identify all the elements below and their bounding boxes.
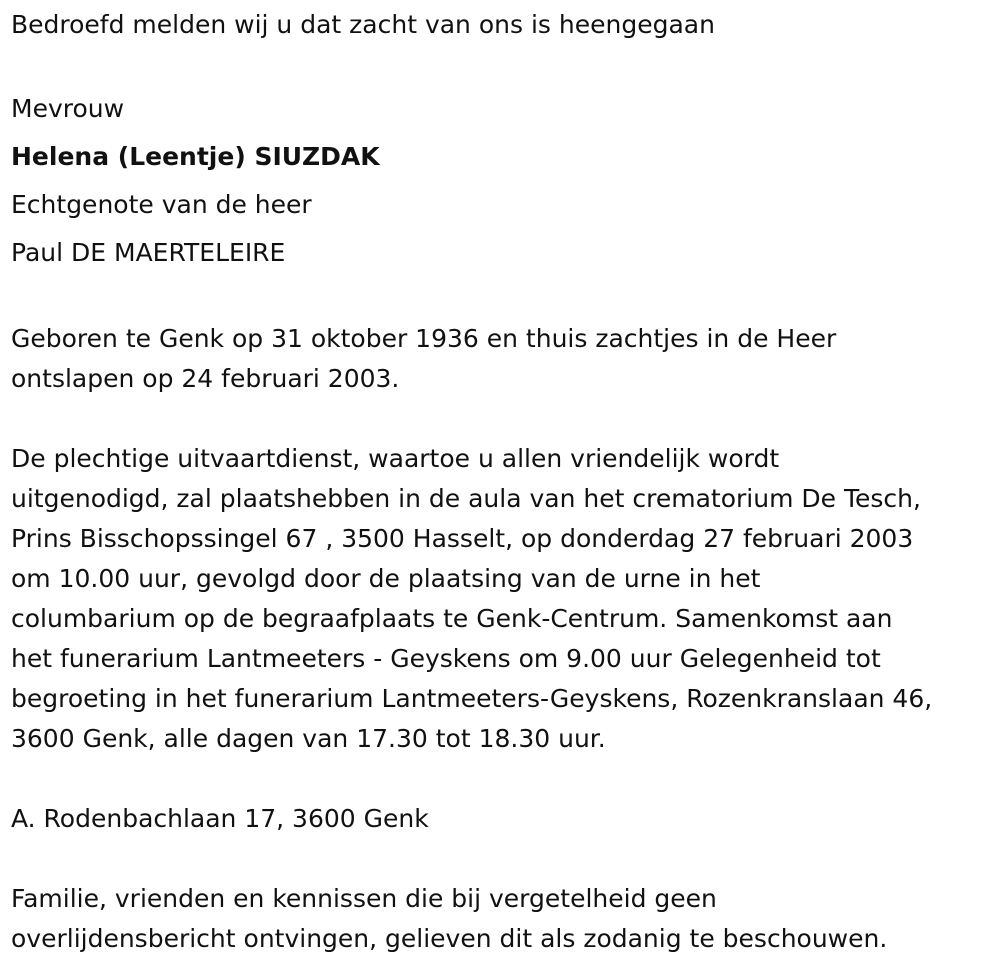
- service-line: columbarium op de begraafplaats te Genk-Centrum. Samenkomst aan: [11, 604, 893, 633]
- service-line: het funerarium Lantmeeters - Geyskens om 9.00 uur Gelegenheid tot: [11, 644, 881, 673]
- service-line: om 10.00 uur, gevolgd door de plaatsing van de urne in het: [11, 564, 761, 593]
- birth-death-line: ontslapen op 24 februari 2003.: [11, 364, 400, 393]
- closing-line: overlijdensbericht ontvingen, gelieven dit als zodanig te beschouwen.: [11, 924, 888, 953]
- spouse-name: Paul DE MAERTELEIRE: [11, 238, 286, 267]
- closing-line: Familie, vrienden en kennissen die bij vergetelheid geen: [11, 884, 717, 913]
- closing-paragraph: [11, 879, 996, 959]
- service-line: 3600 Genk, alle dagen van 17.30 tot 18.30 uur.: [11, 724, 606, 753]
- obituary-document: [11, 5, 996, 959]
- home-address: A. Rodenbachlaan 17, 3600 Genk: [11, 804, 429, 833]
- service-line: Prins Bisschopssingel 67 , 3500 Hasselt, op donderdag 27 februari 2003: [11, 524, 914, 553]
- service-line: begroeting in het funerarium Lantmeeters-Geyskens, Rozenkranslaan 46,: [11, 684, 933, 713]
- service-paragraph: [11, 439, 996, 759]
- honorific: Mevrouw: [11, 94, 125, 123]
- header-block: [11, 85, 996, 277]
- service-line: De plechtige uitvaartdienst, waartoe u allen vriendelijk wordt: [11, 444, 780, 473]
- deceased-name: Helena (Leentje) SIUZDAK: [11, 142, 380, 171]
- intro-text: Bedroefd melden wij u dat zacht van ons is heengegaan: [11, 10, 715, 39]
- address-paragraph: [11, 799, 996, 839]
- birth-death-line: Geboren te Genk op 31 oktober 1936 en thuis zachtjes in de Heer: [11, 324, 837, 353]
- service-line: uitgenodigd, zal plaatshebben in de aula van het crematorium De Tesch,: [11, 484, 921, 513]
- relation-text: Echtgenote van de heer: [11, 190, 312, 219]
- birth-death-paragraph: [11, 319, 996, 399]
